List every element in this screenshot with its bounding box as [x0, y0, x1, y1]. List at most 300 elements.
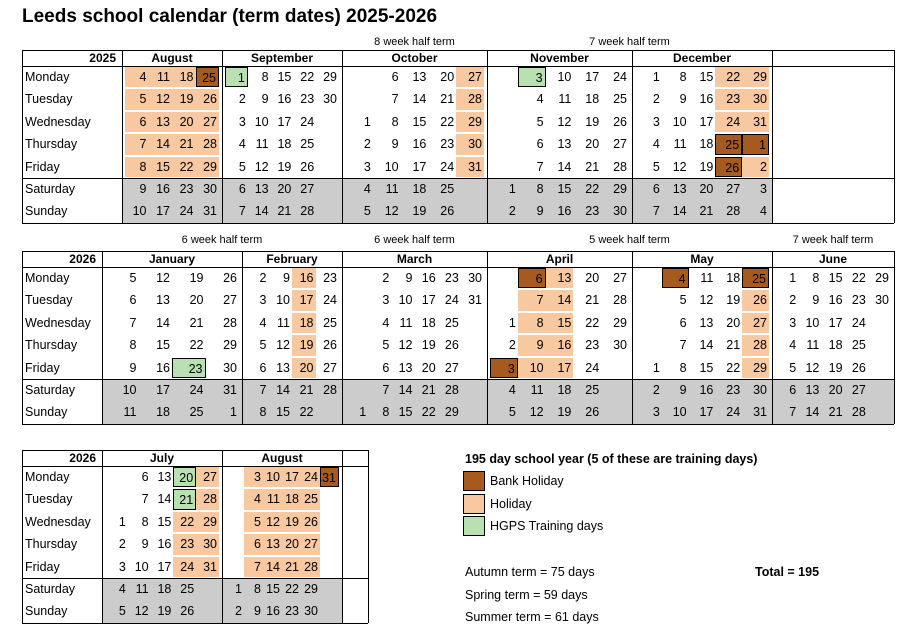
day-cell: 13	[276, 360, 290, 375]
day-cell: 8	[391, 114, 399, 129]
day-cell: 17	[292, 290, 316, 310]
day-label: Tuesday	[25, 293, 73, 308]
half-term-note: 8 week half term	[374, 36, 455, 48]
day-cell: 9	[129, 360, 137, 375]
day-cell: 12	[557, 114, 572, 129]
day-cell: 15	[828, 271, 843, 285]
day-cell: 13	[805, 383, 820, 397]
day-cell: 23	[851, 293, 866, 308]
half-term-note: 5 week half term	[589, 234, 670, 246]
day-cell: 3	[652, 114, 660, 129]
day-cell: 5	[679, 293, 687, 308]
day-label: Saturday	[25, 582, 76, 596]
day-cell	[320, 579, 339, 599]
day-cell: 15	[699, 360, 714, 375]
day-cell: 16	[156, 360, 170, 375]
day-cell: 9	[261, 92, 269, 107]
day-cell: 4	[259, 315, 267, 330]
day-cell: 19	[172, 89, 196, 109]
day-cell	[316, 134, 339, 154]
day-cell: 20	[189, 293, 204, 308]
day-cell: 26	[301, 512, 320, 532]
day-cell: 18	[421, 315, 436, 330]
day-cell: 4	[508, 383, 516, 397]
day-cell: 5	[125, 89, 149, 109]
legend-training: HGPS Training days	[490, 519, 604, 533]
day-cell: 2	[382, 271, 390, 285]
day-cell: 29	[196, 157, 220, 177]
half-term-note: 6 week half term	[181, 234, 263, 246]
day-cell: 11	[399, 315, 413, 330]
day-cell	[490, 134, 518, 154]
day-cell: 7	[391, 92, 399, 107]
day-cell: 28	[196, 134, 220, 154]
day-cell: 15	[412, 114, 427, 129]
day-cell: 15	[699, 70, 714, 84]
day-cell: 17	[282, 467, 301, 487]
day-cell: 19	[699, 159, 714, 174]
day-cell: 15	[277, 70, 292, 84]
day-cell: 3	[244, 467, 263, 487]
day-cell: 23	[440, 137, 455, 152]
month-divider	[772, 50, 773, 223]
day-cell: 18	[412, 182, 427, 196]
day-cell: 21	[421, 383, 436, 397]
table-top	[22, 251, 894, 252]
day-cell: 20	[440, 70, 455, 84]
day-cell: 7	[518, 290, 546, 310]
day-cell: 25	[585, 383, 600, 397]
day-cell	[490, 268, 518, 288]
day-label: Monday	[25, 271, 70, 285]
table-top	[22, 450, 368, 451]
day-cell: 22	[585, 315, 600, 330]
day-cell: 14	[699, 338, 714, 353]
day-cell: 31	[203, 204, 217, 219]
day-cell: 31	[742, 112, 769, 132]
day-cell: 29	[613, 182, 627, 196]
day-cell: 17	[156, 383, 170, 397]
day-cell: 4	[363, 182, 371, 196]
day-cell: 10	[134, 559, 149, 574]
day-cell	[345, 358, 368, 378]
day-cell: 17	[699, 405, 714, 420]
day-cell: 10	[557, 70, 572, 84]
day-cell: 23	[173, 534, 196, 554]
day-cell: 26	[742, 290, 769, 310]
table-top	[22, 50, 894, 51]
day-cell: 4	[382, 315, 390, 330]
day-cell: 17	[585, 70, 600, 84]
day-cell: 19	[189, 271, 204, 285]
day-cell: 8	[125, 157, 149, 177]
day-cell	[635, 268, 662, 288]
day-cell: 2	[789, 293, 797, 308]
day-cell: 2	[742, 157, 769, 177]
month-divider	[222, 50, 223, 223]
day-cell: 17	[157, 559, 172, 574]
day-cell: 19	[726, 293, 741, 308]
autumn-term: Autumn term = 75 days	[465, 565, 595, 579]
month-divider	[632, 251, 633, 424]
day-cell: 21	[585, 293, 600, 308]
month-divider	[632, 50, 633, 223]
day-cell: 27	[613, 137, 627, 152]
day-cell	[316, 112, 339, 132]
day-cell: 24	[179, 204, 194, 219]
day-cell	[345, 380, 368, 400]
day-cell: 16	[277, 92, 292, 107]
day-cell: 23	[585, 338, 600, 353]
day-cell: 19	[421, 338, 436, 353]
day-cell: 4	[536, 92, 544, 107]
day-cell	[196, 579, 219, 599]
day-cell: 3	[259, 293, 267, 308]
day-cell: 1	[652, 360, 660, 375]
day-cell: 4	[118, 582, 126, 596]
day-cell: 21	[172, 134, 196, 154]
day-cell: 26	[585, 405, 600, 420]
day-cell: 31	[320, 467, 339, 487]
day-cell: 5	[259, 338, 267, 353]
day-cell: 20	[726, 315, 741, 330]
day-cell: 23	[585, 204, 600, 219]
day-cell: 23	[726, 383, 741, 397]
day-cell: 12	[254, 159, 269, 174]
day-cell: 11	[263, 489, 282, 509]
day-cell	[635, 335, 662, 355]
day-cell	[345, 89, 373, 109]
day-cell: 17	[699, 114, 714, 129]
half-term-note: 6 week half term	[374, 234, 455, 246]
day-col-divider	[102, 450, 103, 623]
day-cell: 30	[613, 204, 627, 219]
day-label: Thursday	[25, 338, 78, 353]
day-cell: 27	[851, 383, 866, 397]
day-cell: 8	[536, 182, 544, 196]
day-cell	[635, 290, 662, 310]
half-term-note: 7 week half term	[589, 36, 670, 48]
day-cell: 30	[456, 134, 484, 154]
day-cell: 11	[700, 271, 714, 285]
day-cell: 23	[179, 182, 194, 196]
day-cell: 31	[456, 157, 484, 177]
day-cell: 2	[652, 383, 660, 397]
day-cell: 30	[613, 338, 627, 353]
day-cell: 26	[715, 157, 742, 177]
day-cell: 28	[726, 204, 741, 219]
day-cell: 13	[557, 137, 572, 152]
day-cell: 19	[282, 512, 301, 532]
day-cell: 28	[301, 557, 320, 577]
day-cell: 27	[323, 360, 337, 375]
month-header: June	[818, 252, 847, 266]
day-cell: 19	[277, 159, 292, 174]
day-cell: 4	[760, 204, 767, 219]
day-cell: 6	[244, 534, 263, 554]
day-cell: 29	[456, 112, 484, 132]
day-cell: 24	[189, 383, 204, 397]
day-cell: 6	[259, 360, 267, 375]
header-bottom	[22, 267, 894, 268]
day-cell: 12	[529, 405, 544, 420]
day-cell: 7	[679, 338, 687, 353]
day-cell: 1	[508, 315, 516, 330]
day-cell: 25	[323, 315, 337, 330]
day-cell: 8	[518, 313, 546, 333]
day-cell: 28	[196, 489, 219, 509]
day-cell: 26	[440, 204, 455, 219]
day-cell: 22	[421, 405, 436, 420]
day-cell: 16	[412, 137, 427, 152]
day-cell: 24	[613, 70, 627, 84]
day-cell	[320, 601, 339, 621]
month-divider	[487, 251, 488, 424]
day-cell: 9	[141, 537, 149, 552]
day-cell: 13	[254, 182, 269, 196]
day-cell	[456, 179, 484, 199]
day-label: Friday	[25, 159, 60, 174]
day-cell: 15	[276, 405, 290, 420]
day-cell: 12	[699, 293, 714, 308]
day-cell: 12	[156, 271, 170, 285]
month-header: September	[250, 51, 314, 65]
day-col-divider	[102, 251, 103, 424]
day-cell: 30	[753, 383, 767, 397]
day-cell: 20	[292, 358, 316, 378]
day-cell: 4	[244, 489, 263, 509]
day-label: Tuesday	[25, 492, 73, 507]
day-cell: 2	[235, 604, 242, 619]
day-cell	[490, 67, 518, 87]
day-cell: 9	[679, 92, 687, 107]
day-cell	[461, 380, 484, 400]
day-cell: 21	[189, 315, 204, 330]
day-cell	[316, 179, 339, 199]
day-cell	[225, 512, 244, 532]
day-cell: 7	[129, 315, 137, 330]
day-cell: 31	[223, 383, 237, 397]
day-cell: 25	[440, 182, 455, 196]
day-cell: 11	[277, 315, 290, 330]
day-label: Tuesday	[25, 92, 73, 107]
day-cell: 12	[672, 159, 687, 174]
day-cell: 16	[421, 271, 436, 285]
day-cell: 2	[652, 92, 660, 107]
day-cell: 17	[156, 204, 170, 219]
day-cell: 25	[189, 405, 204, 420]
day-cell: 16	[699, 92, 714, 107]
day-cell	[490, 157, 518, 177]
day-cell: 5	[536, 114, 544, 129]
day-cell: 14	[805, 405, 820, 420]
weekend-divider	[22, 379, 894, 380]
day-cell: 18	[282, 489, 301, 509]
year-label: 2025	[89, 51, 116, 65]
day-cell: 20	[282, 534, 301, 554]
day-cell: 5	[129, 271, 137, 285]
day-cell: 30	[742, 89, 769, 109]
day-cell: 27	[742, 313, 769, 333]
day-cell: 10	[122, 383, 137, 397]
day-cell: 28	[613, 293, 627, 308]
day-cell	[225, 489, 244, 509]
day-cell: 30	[323, 92, 337, 107]
day-cell	[316, 402, 340, 422]
day-cell: 7	[238, 204, 246, 219]
table-right	[894, 50, 895, 223]
day-cell: 18	[828, 338, 843, 353]
day-cell: 22	[173, 512, 196, 532]
day-cell: 14	[276, 383, 290, 397]
day-cell: 21	[726, 338, 741, 353]
day-cell: 21	[282, 557, 301, 577]
weekend-divider	[22, 178, 894, 179]
month-header: October	[391, 51, 438, 65]
day-cell: 27	[301, 534, 320, 554]
day-cell: 27	[613, 271, 627, 285]
day-cell: 11	[385, 182, 399, 196]
day-cell: 20	[173, 467, 196, 487]
day-cell: 5	[238, 159, 246, 174]
day-cell: 4	[652, 137, 660, 152]
day-label: Wednesday	[25, 514, 91, 529]
day-cell: 26	[223, 271, 237, 285]
month-divider	[772, 251, 773, 424]
day-cell: 18	[156, 405, 170, 420]
day-cell: 12	[134, 604, 149, 619]
month-header: May	[690, 252, 714, 266]
day-cell	[345, 335, 368, 355]
day-cell: 1	[508, 182, 516, 196]
day-cell: 27	[300, 182, 315, 196]
day-cell: 17	[546, 358, 574, 378]
day-cell: 14	[557, 159, 572, 174]
day-cell: 21	[173, 489, 196, 509]
day-cell: 2	[238, 92, 246, 107]
day-cell: 30	[304, 604, 318, 619]
day-cell: 20	[585, 137, 600, 152]
day-cell: 17	[828, 315, 843, 330]
day-cell: 11	[673, 137, 687, 152]
day-cell: 18	[557, 383, 572, 397]
day-cell: 17	[421, 293, 436, 308]
day-cell: 30	[468, 271, 482, 285]
day-cell: 24	[585, 360, 600, 375]
day-cell: 6	[382, 360, 390, 375]
day-cell: 18	[172, 67, 196, 87]
total-days: Total = 195	[755, 565, 820, 579]
day-label: Saturday	[25, 182, 76, 196]
day-label: Wednesday	[25, 315, 91, 330]
day-cell: 29	[323, 70, 337, 84]
day-cell: 9	[391, 137, 399, 152]
day-label: Thursday	[25, 537, 78, 552]
day-cell: 11	[135, 582, 149, 596]
day-cell: 12	[384, 204, 399, 219]
day-cell: 1	[363, 114, 371, 129]
day-cell: 14	[156, 315, 170, 330]
table-right	[894, 251, 895, 424]
day-cell: 15	[557, 182, 572, 196]
day-cell	[316, 157, 339, 177]
day-cell: 6	[141, 470, 149, 484]
day-cell: 10	[384, 159, 399, 174]
training-swatch	[463, 516, 485, 536]
day-cell: 9	[405, 271, 413, 285]
day-cell	[225, 534, 244, 554]
day-cell: 16	[828, 293, 843, 308]
day-cell: 6	[789, 383, 797, 397]
day-cell: 6	[652, 182, 660, 196]
day-cell: 13	[412, 70, 427, 84]
day-cell: 29	[196, 512, 219, 532]
day-cell: 3	[118, 559, 126, 574]
day-cell: 24	[444, 293, 459, 308]
day-cell: 25	[742, 268, 769, 288]
day-cell: 28	[456, 89, 484, 109]
day-cell: 29	[613, 315, 627, 330]
day-cell: 28	[851, 405, 866, 420]
day-cell	[345, 290, 368, 310]
month-header: April	[545, 252, 574, 266]
legend-heading: 195 day school year (5 of these are training days)	[465, 452, 758, 466]
day-cell: 28	[613, 159, 627, 174]
day-cell	[601, 358, 629, 378]
day-cell: 23	[300, 92, 315, 107]
day-cell: 10	[263, 467, 282, 487]
day-cell: 11	[149, 67, 173, 87]
day-cell: 25	[196, 67, 220, 87]
day-cell: 24	[851, 315, 866, 330]
day-cell: 28	[223, 315, 237, 330]
day-cell: 4	[662, 268, 689, 288]
day-cell: 8	[679, 360, 687, 375]
day-cell: 24	[715, 112, 742, 132]
day-cell: 1	[230, 405, 237, 420]
day-cell: 29	[742, 67, 769, 87]
day-cell: 15	[266, 582, 280, 596]
day-cell: 16	[157, 537, 172, 552]
day-cell	[225, 467, 244, 487]
day-cell: 8	[261, 70, 269, 84]
day-cell: 13	[157, 470, 172, 484]
day-cell: 3	[518, 67, 546, 87]
day-cell: 21	[699, 204, 714, 219]
day-cell	[105, 489, 128, 509]
day-cell	[461, 313, 484, 333]
day-label: Saturday	[25, 383, 76, 397]
table-left	[22, 450, 23, 623]
day-cell: 1	[235, 582, 242, 596]
day-cell	[345, 67, 373, 87]
month-header: January	[148, 252, 196, 266]
day-cell: 10	[805, 315, 820, 330]
day-cell: 3	[238, 114, 246, 129]
day-cell: 27	[223, 293, 237, 308]
day-cell: 2	[259, 271, 267, 285]
day-cell: 25	[180, 582, 195, 596]
day-cell: 9	[679, 383, 687, 397]
day-cell: 24	[173, 557, 196, 577]
month-header: July	[149, 451, 174, 465]
day-cell: 4	[125, 67, 149, 87]
month-header: November	[530, 51, 589, 65]
day-cell: 3	[382, 293, 390, 308]
day-cell: 15	[156, 338, 170, 353]
header-bottom	[22, 466, 368, 467]
day-cell	[868, 313, 891, 333]
